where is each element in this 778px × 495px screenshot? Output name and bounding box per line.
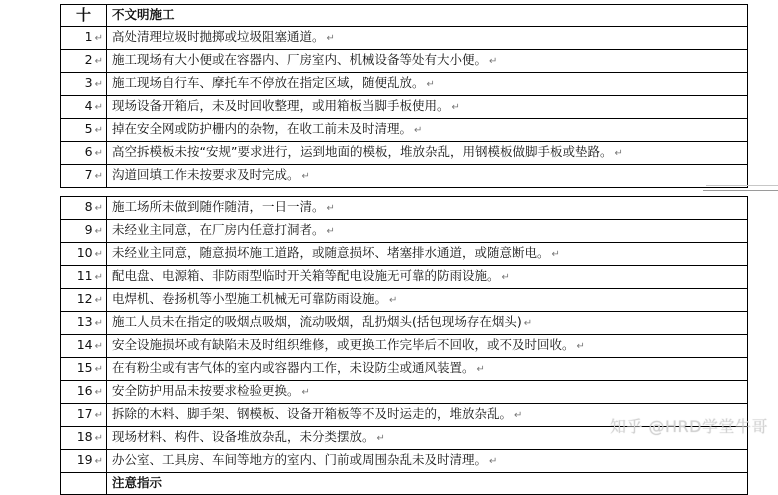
paragraph-mark: ↵: [94, 32, 103, 44]
table-row: [61, 220, 748, 243]
row-text: [107, 26, 748, 49]
table-row: [61, 358, 748, 381]
row-text: [107, 381, 748, 404]
table-row: [61, 164, 748, 187]
row-text: [107, 289, 748, 312]
page-break-marker: [706, 185, 778, 186]
paragraph-mark: ↵: [94, 295, 103, 306]
row-text-content: 施工现场自行车、摩托车不停放在指定区域，随便乱放。: [112, 74, 425, 90]
paragraph-mark: ↵: [576, 341, 585, 352]
paragraph-mark: ↵: [489, 55, 498, 67]
paragraph-mark: ↵: [94, 147, 103, 159]
row-text: [107, 197, 748, 220]
table-row: [61, 266, 748, 289]
row-number: 15 ↵: [61, 358, 107, 381]
paragraph-mark: ↵: [514, 410, 523, 421]
table-row: [61, 49, 748, 72]
row-text: [107, 72, 748, 95]
rules-table-page2: [60, 196, 748, 495]
row-text-content: 施工场所未做到随作随清，一日一清。: [112, 199, 325, 214]
table-row: [61, 95, 748, 118]
rules-table-page1: [60, 4, 748, 188]
row-number: 5 ↵: [61, 118, 107, 141]
row-number: 10 ↵: [61, 243, 107, 266]
table-row: [61, 450, 748, 473]
row-text-content: 未经业主同意，随意损坏施工道路，或随意损坏、堵塞排水通道，或随意断电。: [112, 245, 550, 260]
row-text: [107, 118, 748, 141]
paragraph-mark: ↵: [94, 433, 103, 444]
row-text-content: 配电盘、电源箱、非防雨型临时开关箱等配电设施无可靠的防雨设施。: [112, 268, 500, 283]
paragraph-mark: ↵: [94, 410, 103, 421]
row-number: [61, 473, 107, 495]
paragraph-mark: ↵: [94, 101, 103, 113]
row-text: [107, 473, 748, 495]
table-row: [61, 335, 748, 358]
row-number: 2 ↵: [61, 49, 107, 72]
paragraph-mark: ↵: [94, 170, 103, 182]
paragraph-mark: ↵: [489, 456, 498, 467]
row-text-content: 注意指示: [112, 475, 163, 491]
section-number: 十: [61, 5, 107, 27]
table-row: [61, 26, 748, 49]
paragraph-mark: ↵: [551, 249, 560, 260]
row-text: [107, 164, 748, 187]
row-text: [107, 266, 748, 289]
row-number: 1 ↵: [61, 26, 107, 49]
zhihu-watermark: 知乎 @HRD学堂牛哥: [609, 417, 768, 436]
paragraph-mark: ↵: [94, 272, 103, 283]
row-number: 12 ↵: [61, 289, 107, 312]
row-number: 6 ↵: [61, 141, 107, 164]
paragraph-mark: ↵: [94, 249, 103, 260]
paragraph-mark: ↵: [94, 55, 103, 67]
row-text-content: 沟道回填工作未按要求及时完成。: [112, 166, 300, 182]
paragraph-mark: ↵: [326, 226, 335, 237]
row-number: 16 ↵: [61, 381, 107, 404]
table-row: [61, 72, 748, 95]
row-text-content: 掉在安全网或防护栅内的杂物，在收工前未及时清理。: [112, 120, 413, 136]
paragraph-mark: ↵: [94, 341, 103, 352]
row-number: 8 ↵: [61, 197, 107, 220]
paragraph-mark: ↵: [523, 318, 533, 329]
table-row: [61, 141, 748, 164]
paragraph-mark: ↵: [426, 78, 435, 90]
row-text: [107, 358, 748, 381]
paragraph-mark: ↵: [614, 147, 623, 159]
row-number: 13 ↵: [61, 312, 107, 335]
table-row: [61, 312, 748, 335]
table-row: [61, 118, 748, 141]
row-text: [107, 450, 748, 473]
paragraph-mark: ↵: [94, 203, 103, 214]
table-row: [61, 473, 748, 495]
paragraph-mark: ↵: [94, 78, 103, 90]
paragraph-mark: ↵: [94, 456, 103, 467]
row-number: 7 ↵: [61, 164, 107, 187]
row-text-content: 现场材料、构件、设备堆放杂乱，未分类摆放。: [112, 429, 375, 444]
row-text: [107, 49, 748, 72]
row-text: [107, 243, 748, 266]
table-row: [61, 381, 748, 404]
row-number: 14 ↵: [61, 335, 107, 358]
row-text-content: 施工现场有大小便或在容器内、厂房室内、机械设备等处有大小便。: [112, 51, 488, 67]
paragraph-mark: ↵: [94, 318, 103, 329]
row-number: 3 ↵: [61, 72, 107, 95]
row-text-content: 高空拆模板未按“安规”要求进行，运到地面的模板，堆放杂乱，用钢模板做脚手板或垫路。: [112, 143, 613, 159]
row-text-content: 办公室、工具房、车间等地方的室内、门前或周围杂乱未及时清理。: [112, 452, 488, 467]
paragraph-mark: ↵: [476, 364, 485, 375]
row-number: 18 ↵: [61, 427, 107, 450]
row-number: 17 ↵: [61, 404, 107, 427]
row-text-content: 安全防护用品未按要求检验更换。: [112, 383, 300, 398]
table-row: [61, 197, 748, 220]
row-number: 9 ↵: [61, 220, 107, 243]
row-number: 11 ↵: [61, 266, 107, 289]
paragraph-mark: ↵: [301, 170, 310, 182]
page-break-line: [703, 190, 778, 191]
row-text-content: 现场设备开箱后，未及时回收整理，或用箱板当脚手板使用。: [112, 97, 450, 113]
paragraph-mark: ↵: [94, 387, 103, 398]
row-text-content: 施工人员未在指定的吸烟点吸烟，流动吸烟，乱扔烟头(括包现场存在烟头): [112, 314, 522, 329]
row-text: [107, 335, 748, 358]
row-number: 4 ↵: [61, 95, 107, 118]
row-text: [107, 141, 748, 164]
paragraph-mark: ↵: [301, 387, 310, 398]
paragraph-mark: ↵: [326, 203, 335, 214]
section-title: 不文明施工: [107, 5, 748, 27]
table-row: [61, 243, 748, 266]
paragraph-mark: ↵: [376, 433, 385, 444]
row-text-content: 高处清理垃圾时抛掷或垃圾阻塞通道。: [112, 28, 325, 44]
table-row: [61, 289, 748, 312]
paragraph-mark: ↵: [94, 124, 103, 136]
row-number: 19 ↵: [61, 450, 107, 473]
paragraph-mark: ↵: [389, 295, 398, 306]
row-text-content: 电焊机、卷扬机等小型施工机械无可靠防雨设施。: [112, 291, 388, 306]
row-text: [107, 95, 748, 118]
row-text-content: 拆除的木料、脚手架、钢模板、设备开箱板等不及时运走的，堆放杂乱。: [112, 406, 513, 421]
section-header-row: [61, 5, 748, 27]
paragraph-mark: ↵: [451, 101, 460, 113]
paragraph-mark: ↵: [94, 364, 103, 375]
paragraph-mark: ↵: [414, 124, 423, 136]
row-text-content: 未经业主同意，在厂房内任意打洞者。: [112, 222, 325, 237]
row-text: [107, 220, 748, 243]
paragraph-mark: ↵: [501, 272, 510, 283]
row-text-content: 安全设施损坏或有缺陷未及时组织维修，或更换工作完毕后不回收，或不及时回收。: [112, 337, 575, 352]
paragraph-mark: ↵: [94, 226, 103, 237]
row-text: [107, 312, 748, 335]
paragraph-mark: ↵: [326, 32, 335, 44]
row-text-content: 在有粉尘或有害气体的室内或容器内工作，未设防尘或通风装置。: [112, 360, 475, 375]
